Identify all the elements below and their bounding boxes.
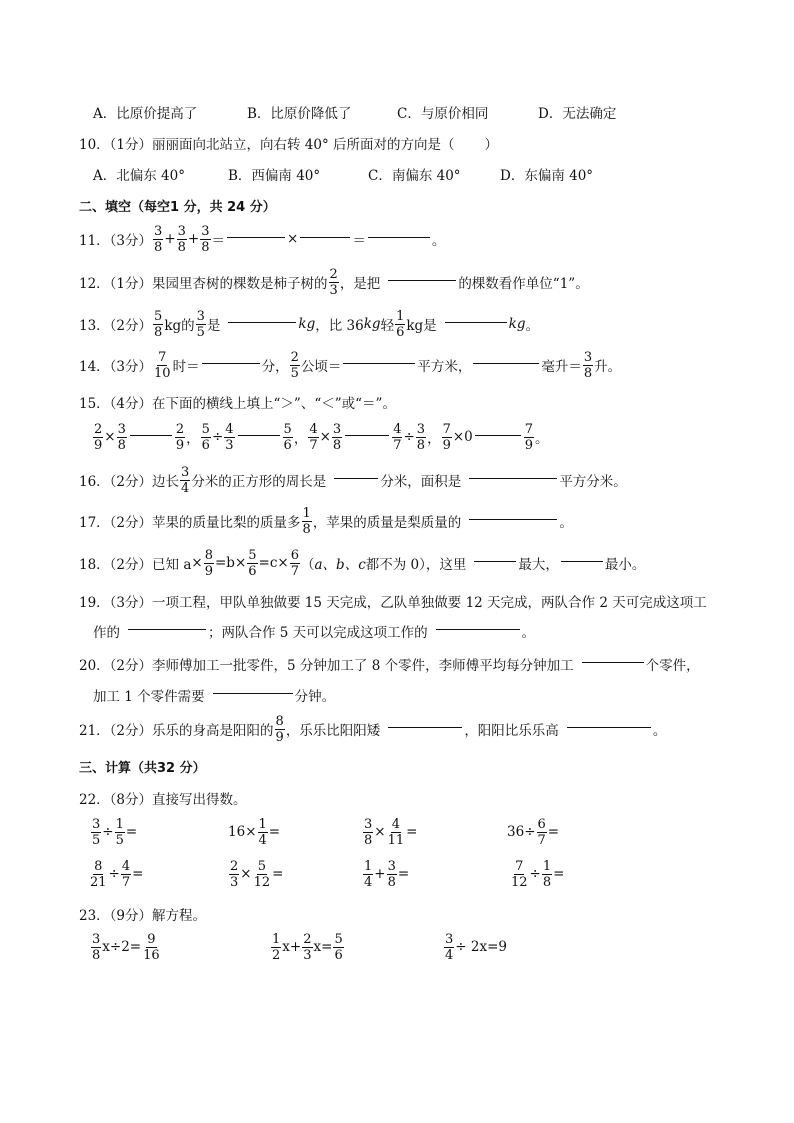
fraction: $\frac{8}{9}$ (275, 713, 284, 745)
fraction: $\frac{3}{8}$ (387, 858, 396, 890)
answer-blank[interactable] (227, 236, 285, 238)
q22-item-1: $\frac{3}{5}$ ÷ $\frac{1}{5}$ = (92, 816, 138, 848)
q16: 16．（2分） 边长 $\frac{3}{4}$ 分米的正方形的周长是 分米，面积是 平方分米。 (79, 464, 627, 496)
fraction: $\frac{5}{6}$ (248, 547, 257, 579)
fraction: $\frac{6}{7}$ (290, 547, 299, 579)
q23-title: 23．（9分）解方程。 (79, 908, 207, 924)
fraction: $\frac{4}{11}$ (387, 816, 405, 848)
q10-question: 10．（1分）丽丽面向北站立，向右转 40° 后所面对的方向是（ ） (79, 137, 499, 153)
fraction: $\frac{3}{8}$ (177, 223, 186, 255)
answer-blank[interactable] (334, 477, 378, 479)
q10-option-d: D．东偏南 40° (500, 168, 594, 184)
fraction: $\frac{7}{9}$ (442, 421, 451, 453)
answer-blank[interactable] (368, 236, 430, 238)
q22-item-2: 16 × $\frac{1}{4}$ = (228, 816, 281, 848)
fraction: $\frac{3}{8}$ (364, 816, 373, 848)
q17: 17．（2分） 苹果的质量比梨的质量多 $\frac{1}{8}$ ，苹果的质量是梨质量的 。 (79, 505, 573, 537)
fraction: $\frac{2}{3}$ (230, 858, 239, 890)
fraction: $\frac{8}{21}$ (90, 858, 107, 890)
q20-line2: 加工 1 个零件需要 分钟。 (93, 689, 336, 705)
q22-item-5: $\frac{8}{21}$ ÷ $\frac{4}{7}$ = (90, 858, 144, 890)
fraction: $\frac{2}{3}$ (303, 931, 312, 963)
fraction: $\frac{1}{4}$ (364, 858, 373, 890)
q10-option-c: C．南偏东 40° (368, 168, 461, 184)
answer-blank[interactable] (128, 628, 206, 630)
q22-item-3: $\frac{3}{8}$ × $\frac{4}{11}$ = (364, 816, 418, 848)
q22-item-7: $\frac{1}{4}$ + $\frac{3}{8}$ = (364, 858, 410, 890)
answer-blank[interactable] (567, 726, 651, 728)
answer-blank[interactable] (345, 434, 389, 436)
q9-option-d: D．无法确定 (538, 106, 617, 122)
q15-expressions: $\frac{2}{9}$ × $\frac{3}{8}$ $\frac{2}{9}$ ， $\frac{5}{6}$ ÷ $\frac{4}{3}$ $\frac{5}{6}$ ， $\frac{4}{7}$ × $\frac{3}{8}$ $\frac{4}{7}$ ÷ $\frac{3}{8}$ ， $\frac{7}{9}$ × 0 $\frac{7}{9}$ 。 (94, 421, 549, 453)
fraction: $\frac{3}{4}$ (445, 931, 454, 963)
q12: 12．（1分） 果园里杏树的棵数是柿子树的 $\frac{2}{3}$ ，是把 的棵数看作单位“1”。 (79, 266, 589, 298)
q18: 18．（2分） 已知 a × $\frac{8}{9}$ =b × $\frac{5}{6}$ =c × $\frac{6}{7}$ （ a、b、c 都不为 0），这里 最大， 最小。 (79, 547, 646, 579)
answer-blank[interactable] (436, 628, 520, 630)
section-3-heading: 三、计算（共32 分） (79, 761, 206, 776)
fraction: $\frac{2}{9}$ (175, 421, 185, 453)
answer-blank[interactable] (475, 434, 521, 436)
answer-blank[interactable] (473, 362, 539, 364)
fraction: $\frac{1}{4}$ (258, 816, 267, 848)
fraction: $\frac{9}{16}$ (143, 931, 160, 963)
fraction: $\frac{3}{8}$ (201, 223, 210, 255)
q21: 21．（2分） 乐乐的身高是阳阳的 $\frac{8}{9}$ ，乐乐比阳阳矮 ，阳阳比乐乐高 。 (79, 713, 667, 745)
q23-equation-1: $\frac{3}{8}$ x÷2= $\frac{9}{16}$ (92, 931, 160, 963)
fraction: $\frac{2}{5}$ (290, 349, 299, 381)
q19-line2: 作的 ；两队合作 5 天可以完成这项工作的 。 (93, 625, 536, 641)
q23-equation-3: $\frac{3}{4}$ ÷ 2x=9 (445, 931, 507, 963)
answer-blank[interactable] (561, 560, 603, 562)
fraction: $\frac{7}{10}$ (154, 349, 171, 381)
q14: 14．（3分） $\frac{7}{10}$ 时＝ 分， $\frac{2}{5}$ 公顷＝ 平方米， 毫升＝ $\frac{3}{8}$ 升。 (79, 349, 622, 381)
answer-blank[interactable] (228, 321, 296, 323)
fraction: $\frac{2}{9}$ (94, 421, 103, 453)
q22-item-4: 36 ÷ $\frac{6}{7}$ = (507, 816, 560, 848)
fraction: $\frac{3}{4}$ (181, 464, 190, 496)
answer-blank[interactable] (300, 236, 350, 238)
answer-blank[interactable] (202, 362, 260, 364)
q9-option-a: A．比原价提高了 (93, 106, 198, 122)
fraction: $\frac{5}{8}$ (154, 308, 163, 340)
answer-blank[interactable] (445, 321, 507, 323)
fraction: $\frac{8}{9}$ (204, 547, 213, 579)
fraction: $\frac{3}{5}$ (92, 816, 101, 848)
answer-blank[interactable] (388, 279, 456, 281)
fraction: $\frac{4}{7}$ (393, 421, 402, 453)
q19-line1: 19．（3分）一项工程，甲队单独做要 15 天完成，乙队单独做要 12 天完成，两队合作 2 天可完成这项工 (79, 595, 707, 611)
answer-blank[interactable] (343, 362, 415, 364)
q9-option-c: C．与原价相同 (397, 106, 489, 122)
fraction: $\frac{3}{8}$ (92, 931, 101, 963)
fraction: $\frac{7}{9}$ (524, 421, 534, 453)
fraction: $\frac{1}{2}$ (272, 931, 281, 963)
fraction: $\frac{4}{7}$ (121, 858, 131, 890)
fraction: $\frac{1}{5}$ (115, 816, 124, 848)
fraction: $\frac{3}{8}$ (117, 421, 126, 453)
answer-blank[interactable] (238, 434, 280, 436)
q10-option-a: A．北偏东 40° (93, 168, 185, 184)
fraction: $\frac{3}{5}$ (196, 308, 205, 340)
answer-blank[interactable] (469, 477, 557, 479)
fraction: $\frac{1}{8}$ (542, 858, 552, 890)
fraction: $\frac{5}{6}$ (201, 421, 210, 453)
q20-line1: 20．（2分）李师傅加工一批零件，5 分钟加工了 8 个零件，李师傅平均每分钟加工 个零件， (79, 658, 700, 674)
fraction: $\frac{3}{8}$ (583, 349, 593, 381)
fraction: $\frac{1}{6}$ (396, 308, 405, 340)
q10-option-b: B．西偏南 40° (228, 168, 321, 184)
answer-blank[interactable] (388, 726, 462, 728)
q23-equation-2: $\frac{1}{2}$ x+ $\frac{2}{3}$ x= $\frac{5}{6}$ (272, 931, 343, 963)
fraction: $\frac{2}{3}$ (329, 266, 338, 298)
q22-item-6: $\frac{2}{3}$ × $\frac{5}{12}$ = (230, 858, 284, 890)
fraction: $\frac{3}{8}$ (154, 223, 163, 255)
answer-blank[interactable] (474, 560, 516, 562)
fraction: $\frac{1}{8}$ (302, 505, 311, 537)
fraction: $\frac{3}{8}$ (416, 421, 426, 453)
q9-option-b: B．比原价降低了 (247, 106, 352, 122)
fraction: $\frac{5}{6}$ (283, 421, 292, 453)
answer-blank[interactable] (582, 661, 644, 663)
fraction: $\frac{5}{12}$ (253, 858, 271, 890)
answer-blank[interactable] (213, 692, 293, 694)
section-2-heading: 二、填空（每空1 分，共 24 分） (79, 200, 276, 215)
answer-blank[interactable] (130, 434, 172, 436)
fraction: $\frac{7}{12}$ (511, 858, 528, 890)
fraction: $\frac{4}{7}$ (309, 421, 318, 453)
q22-item-8: $\frac{7}{12}$ ÷ $\frac{1}{8}$ = (511, 858, 565, 890)
fraction: $\frac{5}{6}$ (334, 931, 343, 963)
q11: 11．（3分） $\frac{3}{8}$ + $\frac{3}{8}$ + $\frac{3}{8}$ ＝ × ＝ 。 (79, 223, 446, 255)
q22-title: 22．（8分）直接写出得数。 (79, 792, 247, 808)
fraction: $\frac{4}{3}$ (225, 421, 234, 453)
fraction: $\frac{3}{8}$ (332, 421, 342, 453)
fraction: $\frac{6}{7}$ (537, 816, 546, 848)
answer-blank[interactable] (469, 518, 557, 520)
q15-question: 15．（4分） 在下面的横线上填上“＞”、“＜”或“＝”。 (79, 396, 396, 412)
q13: 13．（2分） $\frac{5}{8}$ kg的 $\frac{3}{5}$ 是 kg ，比 36 kg 轻 $\frac{1}{6}$ kg是 kg 。 (79, 308, 539, 340)
